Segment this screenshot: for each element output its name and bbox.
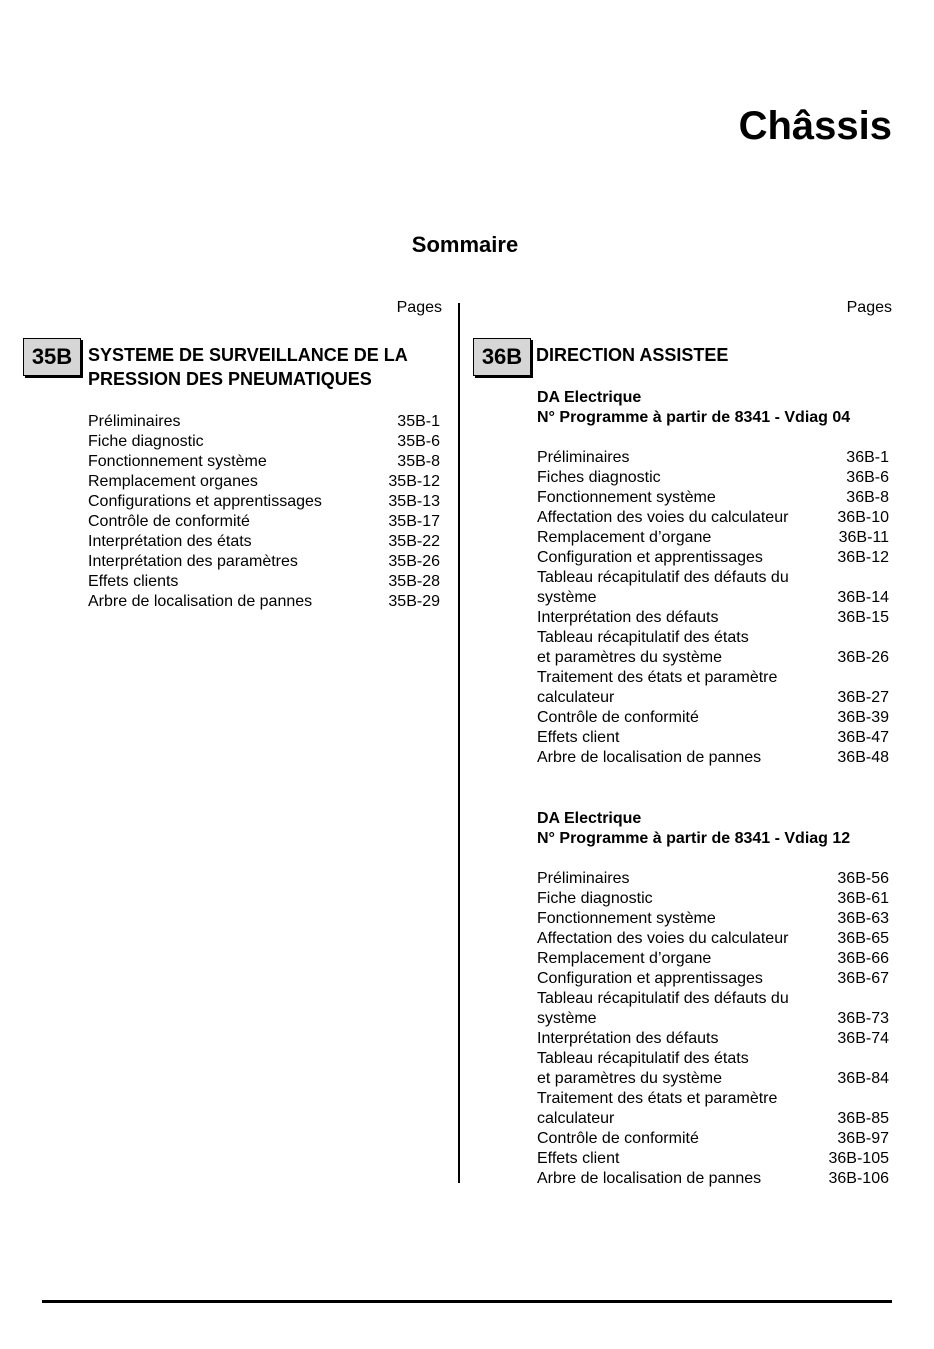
- toc-entry-page: 35B-28: [388, 573, 440, 590]
- toc-entry-label: Remplacement d’organe: [537, 529, 712, 546]
- toc-entry-label: Contrôle de conformité: [537, 709, 699, 726]
- toc-entry-page: 35B-13: [388, 493, 440, 510]
- toc-entry-page: 35B-17: [388, 513, 440, 530]
- toc-entry: [537, 668, 889, 708]
- toc-entry-label: Fonctionnement système: [537, 489, 716, 506]
- page-subtitle: Sommaire: [411, 232, 519, 257]
- page-title: Châssis: [738, 104, 892, 148]
- toc-entry: [537, 488, 889, 508]
- toc-entry: [88, 572, 440, 592]
- toc-entry-label: Configuration et apprentissages: [537, 549, 763, 566]
- toc-entry: [537, 608, 889, 628]
- section-title-line: SYSTEME DE SURVEILLANCE DE LA: [88, 345, 408, 365]
- group-heading-line: DA Electrique: [537, 389, 642, 406]
- toc-entry-page: 36B-39: [837, 709, 889, 726]
- toc-entry: [88, 432, 440, 452]
- toc-entry: [88, 412, 440, 432]
- toc-entry-page: 36B-66: [837, 950, 889, 967]
- toc-entry: [537, 548, 889, 568]
- right-pages-label: Pages: [846, 299, 892, 316]
- toc-entry-page: 36B-6: [846, 469, 889, 486]
- toc-entry: [537, 748, 889, 768]
- toc-entry-page: 35B-22: [388, 533, 440, 550]
- toc-entry-label: Fiche diagnostic: [88, 433, 204, 450]
- toc-entry-page: 36B-15: [837, 609, 889, 626]
- toc-entry: [537, 1169, 889, 1189]
- toc-entry-label: Tableau récapitulatif des états et paramètres du système: [537, 629, 749, 666]
- toc-entry-label: Interprétation des défauts: [537, 609, 719, 626]
- toc-entry: [88, 532, 440, 552]
- toc-entry-page: 36B-84: [837, 1070, 889, 1087]
- toc-entry-label: Préliminaires: [88, 413, 181, 430]
- toc-entry: [537, 508, 889, 528]
- toc-entry-page: 36B-63: [837, 910, 889, 927]
- toc-entry: [537, 1129, 889, 1149]
- toc-entry-page: 36B-11: [838, 529, 889, 546]
- toc-entry: [537, 869, 889, 889]
- toc-entry-label: Traitement des états et paramètre calculateur: [537, 669, 778, 706]
- toc-entry-page: 36B-48: [837, 749, 889, 766]
- toc-entry-label: Arbre de localisation de pannes: [88, 593, 313, 610]
- toc-entry: [88, 492, 440, 512]
- toc-entry-label: Interprétation des défauts: [537, 1030, 719, 1047]
- toc-entry: [88, 452, 440, 472]
- toc-entry-label: Effets client: [537, 1150, 620, 1167]
- toc-entry-page: 35B-12: [388, 473, 440, 490]
- toc-entry-page: 35B-6: [397, 433, 440, 450]
- toc-entry: [537, 1089, 889, 1129]
- toc-entry-page: 36B-56: [837, 870, 889, 887]
- toc-entry-label: Tableau récapitulatif des états et paramètres du système: [537, 1050, 749, 1087]
- toc-entry-page: 36B-85: [837, 1110, 889, 1127]
- group-heading-vdiag04: [537, 388, 850, 428]
- toc-entry-page: 36B-105: [828, 1150, 889, 1167]
- toc-36b-vdiag04: [537, 448, 889, 768]
- toc-entry: [88, 512, 440, 532]
- toc-entry: [537, 568, 889, 608]
- toc-entry-label: Effets client: [537, 729, 620, 746]
- toc-entry-page: 36B-65: [837, 930, 889, 947]
- toc-entry-page: 36B-14: [837, 589, 889, 606]
- group-heading-line: DA Electrique: [537, 810, 642, 827]
- toc-entry: [88, 552, 440, 572]
- left-pages-label: Pages: [396, 299, 442, 316]
- section-title-36b: DIRECTION ASSISTEE: [536, 345, 729, 365]
- toc-entry: [537, 528, 889, 548]
- toc-entry-page: 36B-67: [837, 970, 889, 987]
- group-heading-vdiag12: [537, 809, 850, 849]
- toc-entry-label: Remplacement d’organe: [537, 950, 712, 967]
- toc-entry-label: Affectation des voies du calculateur: [537, 930, 789, 947]
- toc-entry-page: 36B-1: [846, 449, 889, 466]
- toc-entry-label: Tableau récapitulatif des défauts du système: [537, 569, 789, 606]
- toc-entry-page: 36B-61: [837, 890, 889, 907]
- toc-entry-label: Arbre de localisation de pannes: [537, 1170, 762, 1187]
- column-divider: [458, 303, 460, 1183]
- toc-35b: [88, 412, 440, 612]
- toc-entry-label: Tableau récapitulatif des défauts du système: [537, 990, 789, 1027]
- toc-entry: [537, 468, 889, 488]
- toc-entry: [537, 929, 889, 949]
- toc-entry-page: 36B-97: [837, 1130, 889, 1147]
- toc-entry-page: 35B-26: [388, 553, 440, 570]
- toc-entry-page: 36B-106: [828, 1170, 889, 1187]
- toc-entry-label: Effets clients: [88, 573, 179, 590]
- toc-entry-label: Fiches diagnostic: [537, 469, 661, 486]
- toc-entry-page: 35B-1: [397, 413, 440, 430]
- toc-entry-label: Fonctionnement système: [537, 910, 716, 927]
- group-heading-line: N° Programme à partir de 8341 - Vdiag 04: [537, 409, 851, 426]
- toc-entry-label: Fiche diagnostic: [537, 890, 653, 907]
- toc-entry: [537, 1149, 889, 1169]
- footer-rule: [42, 1300, 892, 1303]
- toc-entry-label: Préliminaires: [537, 870, 630, 887]
- toc-entry: [537, 1049, 889, 1089]
- toc-entry: [537, 728, 889, 748]
- toc-entry: [537, 989, 889, 1029]
- toc-entry-page: 36B-26: [837, 649, 889, 666]
- section-title-35b: [88, 343, 448, 391]
- toc-entry: [537, 949, 889, 969]
- section-title-line: PRESSION DES PNEUMATIQUES: [88, 369, 372, 389]
- toc-entry: [537, 1029, 889, 1049]
- toc-entry-page: 36B-8: [846, 489, 889, 506]
- toc-entry: [537, 628, 889, 668]
- toc-entry-page: 36B-10: [837, 509, 889, 526]
- section-code-36b: 36B: [473, 338, 531, 376]
- toc-entry: [537, 708, 889, 728]
- toc-36b-vdiag12: [537, 869, 889, 1189]
- toc-entry-label: Traitement des états et paramètre calculateur: [537, 1090, 778, 1127]
- toc-entry: [537, 909, 889, 929]
- toc-entry-page: 36B-73: [837, 1010, 889, 1027]
- toc-entry-label: Interprétation des états: [88, 533, 252, 550]
- toc-entry-page: 35B-29: [388, 593, 440, 610]
- toc-entry: [88, 592, 440, 612]
- toc-entry-page: 35B-8: [397, 453, 440, 470]
- toc-entry-label: Affectation des voies du calculateur: [537, 509, 789, 526]
- toc-entry: [537, 448, 889, 468]
- toc-entry: [88, 472, 440, 492]
- toc-entry-page: 36B-47: [837, 729, 889, 746]
- toc-entry-label: Configurations et apprentissages: [88, 493, 322, 510]
- toc-entry-page: 36B-27: [837, 689, 889, 706]
- toc-entry-label: Contrôle de conformité: [88, 513, 250, 530]
- toc-entry-label: Fonctionnement système: [88, 453, 267, 470]
- toc-entry-page: 36B-74: [837, 1030, 889, 1047]
- toc-entry: [537, 889, 889, 909]
- toc-entry-label: Configuration et apprentissages: [537, 970, 763, 987]
- toc-entry: [537, 969, 889, 989]
- toc-entry-label: Contrôle de conformité: [537, 1130, 699, 1147]
- group-heading-line: N° Programme à partir de 8341 - Vdiag 12: [537, 830, 851, 847]
- toc-entry-label: Arbre de localisation de pannes: [537, 749, 762, 766]
- toc-entry-page: 36B-12: [837, 549, 889, 566]
- toc-entry-label: Interprétation des paramètres: [88, 553, 298, 570]
- section-code-35b: 35B: [23, 338, 81, 376]
- toc-entry-label: Préliminaires: [537, 449, 630, 466]
- toc-entry-label: Remplacement organes: [88, 473, 258, 490]
